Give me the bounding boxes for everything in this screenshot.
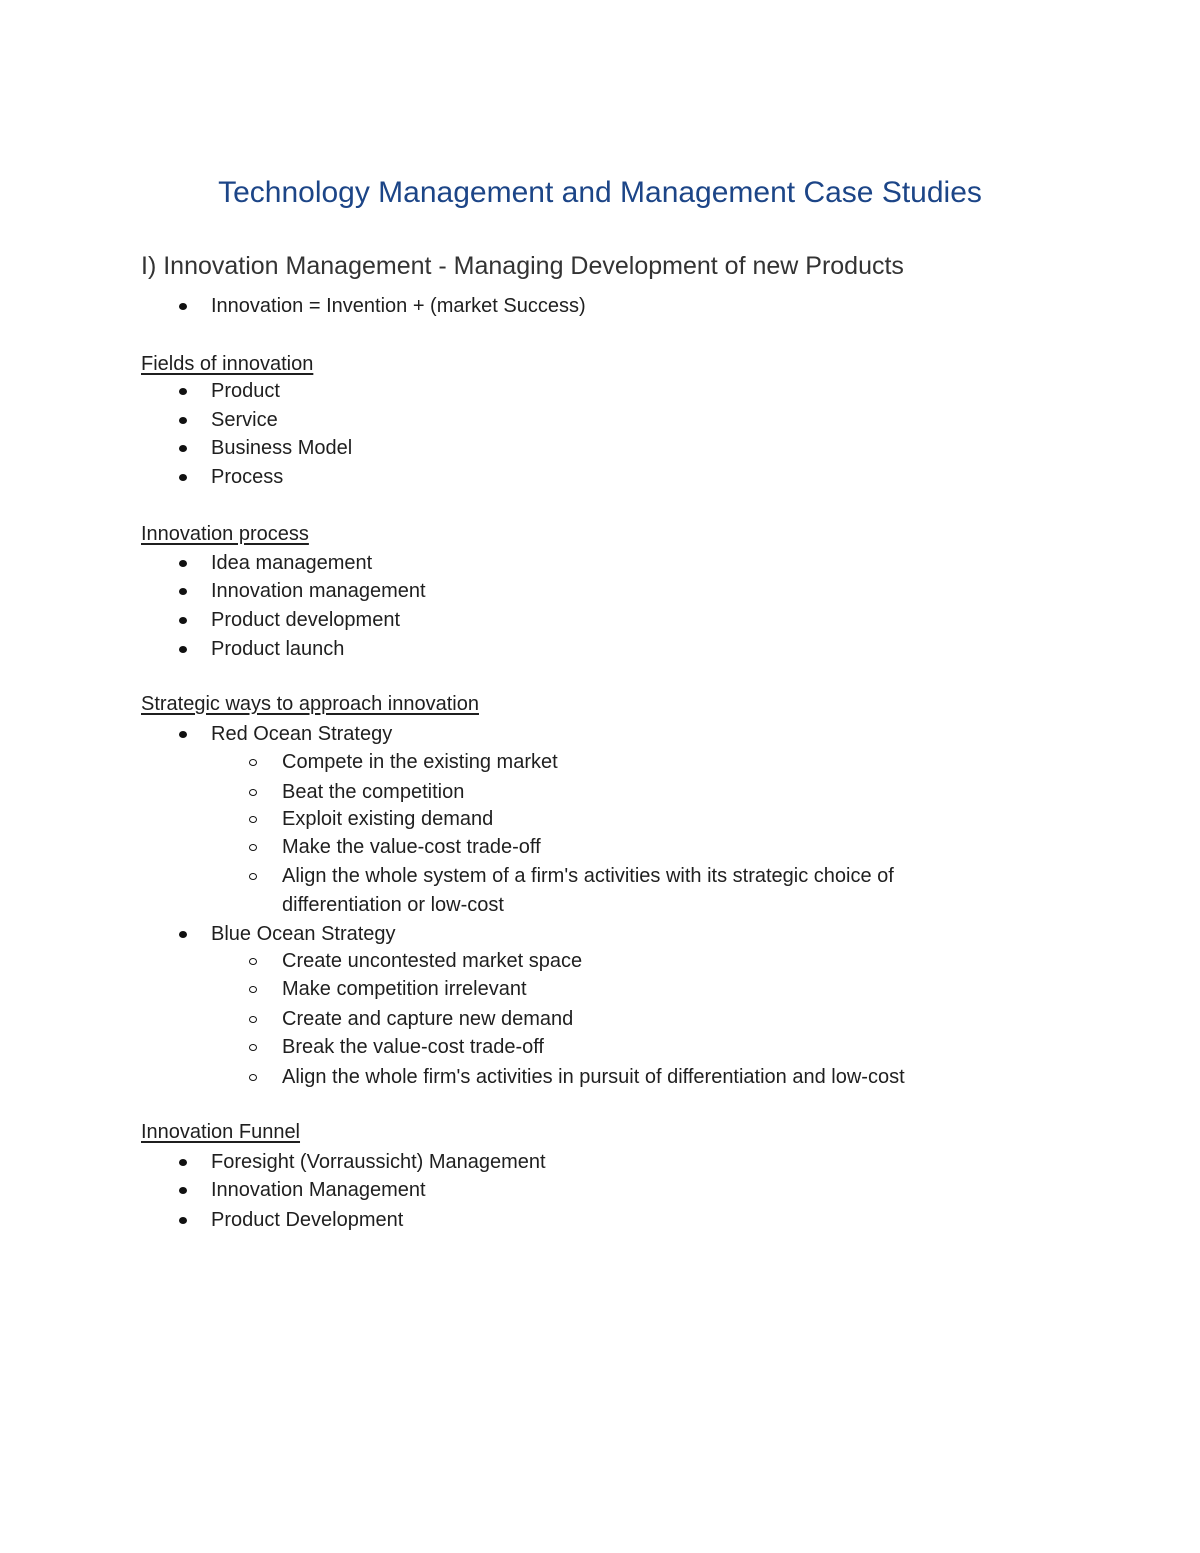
sub-list-item: Create uncontested market space [282, 950, 583, 972]
sub-list-item: Align the whole firm's activities in pursuit of differentiation and low-cost [282, 1066, 905, 1088]
sub-bullet-icon [249, 1016, 257, 1023]
list-item: Innovation Management [211, 1179, 426, 1201]
bullet-icon [179, 445, 187, 452]
sub-list-item-continuation: differentiation or low-cost [282, 894, 504, 916]
list-item: Idea management [211, 552, 373, 574]
sub-list-item: Make the value-cost trade-off [282, 836, 541, 858]
sub-bullet-icon [249, 789, 257, 796]
list-item: Process [211, 466, 284, 488]
bullet-icon [179, 1217, 187, 1224]
bullet-icon [179, 617, 187, 624]
red-ocean-item: Red Ocean Strategy [211, 723, 393, 745]
sub-bullet-icon [249, 986, 257, 993]
bullet-icon [179, 1187, 187, 1194]
list-item: Product [211, 380, 280, 402]
sub-list-item: Align the whole system of a firm's activities with its strategic choice of [282, 865, 894, 887]
sub-list-item: Beat the competition [282, 781, 465, 803]
definition-item: Innovation = Invention + (market Success) [211, 295, 586, 317]
sub-bullet-icon [249, 958, 257, 965]
bullet-icon [179, 388, 187, 395]
document-title: Technology Management and Management Case Studies [218, 176, 982, 209]
sub-list-item: Exploit existing demand [282, 808, 494, 830]
list-item: Foresight (Vorraussicht) Management [211, 1151, 546, 1173]
blue-ocean-item: Blue Ocean Strategy [211, 923, 396, 945]
list-item: Service [211, 409, 278, 431]
bullet-icon [179, 646, 187, 653]
bullet-icon [179, 560, 187, 567]
list-item: Product launch [211, 638, 345, 660]
bullet-icon [179, 1159, 187, 1166]
sub-bullet-icon [249, 1074, 257, 1081]
list-item: Product Development [211, 1209, 404, 1231]
sub-bullet-icon [249, 873, 257, 880]
strategic-label: Strategic ways to approach innovation [141, 693, 479, 715]
sub-list-item: Make competition irrelevant [282, 978, 527, 1000]
fields-label: Fields of innovation [141, 353, 314, 375]
bullet-icon [179, 474, 187, 481]
list-item: Innovation management [211, 580, 426, 602]
sub-bullet-icon [249, 844, 257, 851]
sub-bullet-icon [249, 1044, 257, 1051]
list-item: Product development [211, 609, 401, 631]
sub-list-item: Compete in the existing market [282, 751, 558, 773]
process-label: Innovation process [141, 523, 309, 545]
bullet-icon [179, 931, 187, 938]
bullet-icon [179, 303, 187, 310]
list-item: Business Model [211, 437, 353, 459]
bullet-icon [179, 417, 187, 424]
bullet-icon [179, 588, 187, 595]
sub-bullet-icon [249, 759, 257, 766]
section-heading: I) Innovation Management - Managing Development of new Products [141, 252, 904, 280]
funnel-label: Innovation Funnel [141, 1121, 301, 1143]
sub-list-item: Create and capture new demand [282, 1008, 574, 1030]
sub-list-item: Break the value-cost trade-off [282, 1036, 544, 1058]
sub-bullet-icon [249, 816, 257, 823]
bullet-icon [179, 731, 187, 738]
